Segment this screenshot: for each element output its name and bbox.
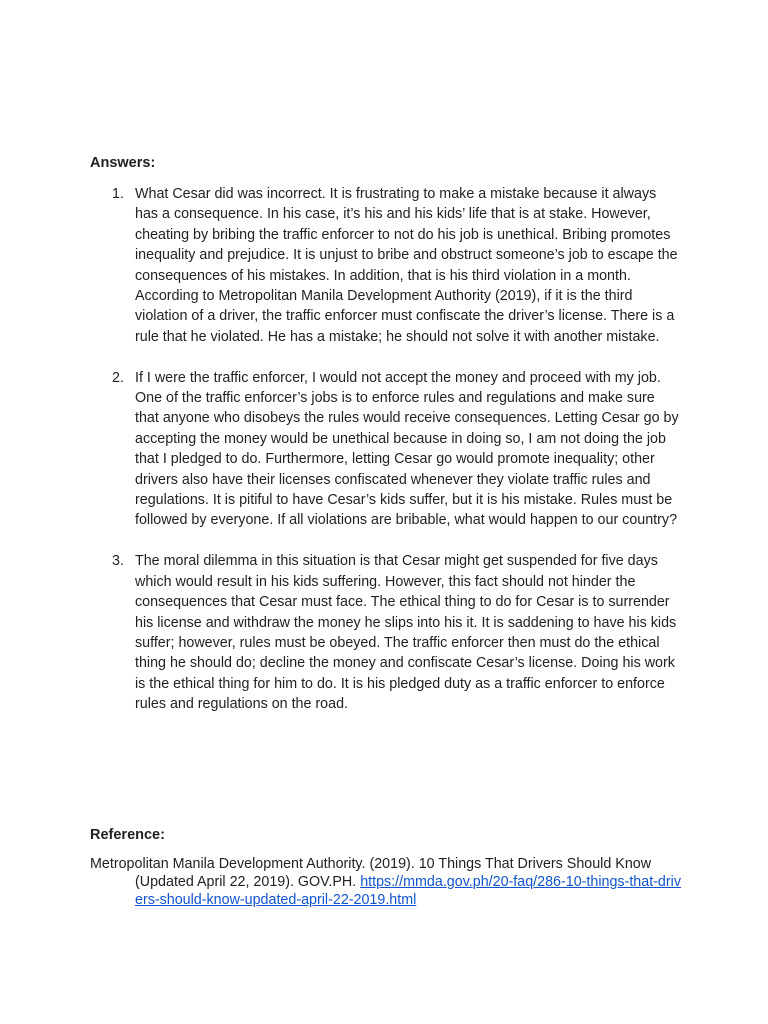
answer-text: If I were the traffic enforcer, I would not accept the money and proceed with my job. One of the traffic enforcer’s jobs is to enforce rules and regulations and make sure that anyone who disobeys the rules would receive consequences. Letting Cesar go by accepting the money would be unethical because in doing so, I am not doing the job that I pledged to do. Furthermore, letting Cesar go would promote inequality; other drivers also have their licenses confiscated whenever they violate traffic rules and regulations. It is pitiful to have Cesar’s kids suffer, but it is his mistake. Rules must be followed by everyone. If all violations are bribable, what would happen to our country?: [135, 369, 679, 529]
reference-link[interactable]: https://mmda.gov.ph/20-faq/286-10-things-that-drivers-should-know-updated-april-22-2019.html: [135, 874, 681, 909]
answer-text: What Cesar did was incorrect. It is frustrating to make a mistake because it always has a consequence. In his case, it’s his and his kids’ life that is at stake. However, cheating by bribing the traffic enforcer to not do his job is unethical. Bribing promotes inequality and prejudice. It is unjust to bribe and obstruct someone’s job to escape the consequences of his mistakes. In addition, that is his third violation in a month. According to Metropolitan Manila Development Authority (2019), if it is the third violation of a driver, the traffic enforcer must confiscate the driver’s license. There is a rule that he violated. He has a mistake; he should not solve it with another mistake.: [135, 186, 678, 345]
answer-item: [90, 551, 680, 714]
answer-number: 3.: [112, 553, 124, 570]
reference-citation: Metropolitan Manila Development Authority. (2019). 10 Things That Drivers Should Know (Updated April 22, 2019). GOV.PH.: [90, 856, 652, 891]
answer-number: 1.: [112, 186, 124, 202]
answer-list: [90, 184, 680, 735]
answer-text: The moral dilemma in this situation is that Cesar might get suspended for five days which would result in his kids suffering. However, this fact should not hinder the consequences that Cesar must face. The ethical thing to do for Cesar is to surrender his license and withdraw the money he slips into his it. It is saddening to have his kids suffer; however, rules must be obeyed. The traffic enforcer then must do the ethical thing he should do; decline the money and confiscate Cesar’s license. Doing his work is the ethical thing for him to do. It is his pledged duty as a traffic enforcer to enforce rules and regulations on the road.: [135, 553, 677, 713]
reference-heading: Reference:: [90, 827, 165, 843]
answers-heading: Answers:: [90, 155, 156, 171]
reference-entry: [90, 855, 682, 910]
answer-item: [90, 368, 680, 531]
answer-number: 2.: [112, 369, 124, 386]
answer-item: [90, 184, 680, 347]
